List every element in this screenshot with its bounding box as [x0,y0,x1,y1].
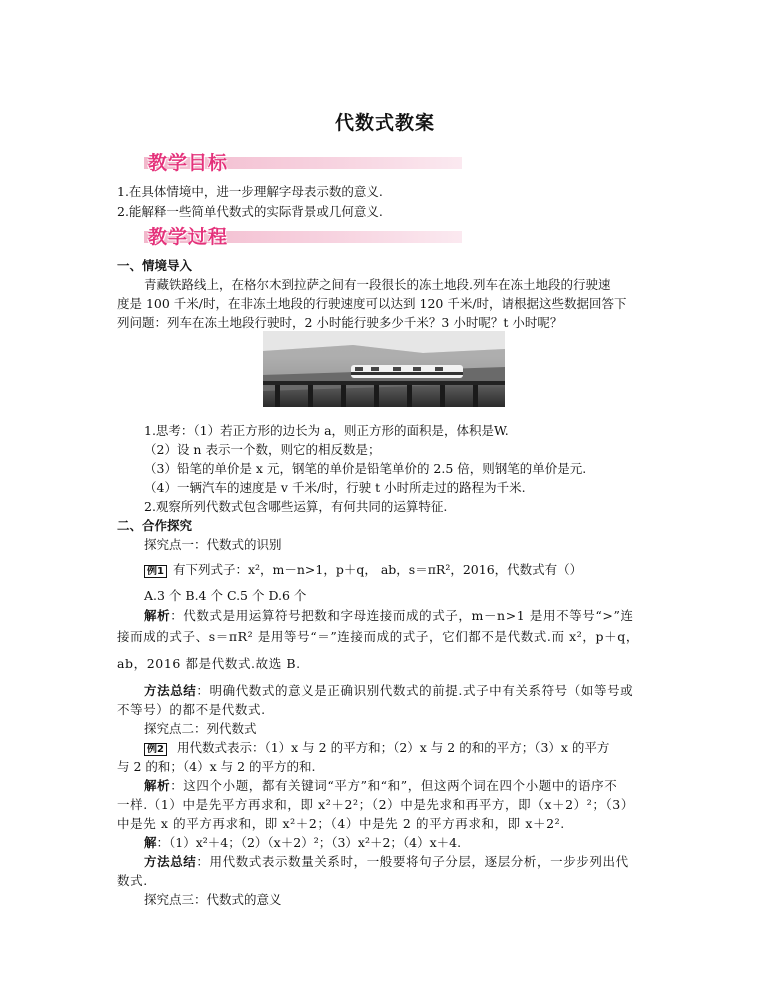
analysis-2-line-2: 一样.（1）中是先平方再求和，即 x²＋2²；（2）中是先求和再平方，即（x＋2）²；（3） [117,797,634,812]
section-banner-goals [144,148,462,176]
analysis-1-line-2: 接而成的式子、s＝πR² 是用等号“＝”连接而成的式子，它们都不是代数式.而 x²，p＋q， [117,629,639,644]
summary-text: ：用代数式表示数量关系时，一般要将句子分层，逐层分析，一步步列出代 [196,854,629,869]
section-heading-2: 二、合作探究 [117,518,193,533]
train-photo-graphic [263,331,505,407]
analysis-text: ：代数式是用运算符号把数和字母连接而成的式子，m－n>1 是用不等号“>”连 [170,608,634,623]
summary-1-line-2: 不等号）的都不是代数式. [117,702,266,717]
goal-1: 1.在具体情境中，进一步理解字母表示数的意义. [117,184,383,199]
summary-label: 方法总结 [144,683,197,698]
think-line-3: （3）铅笔的单价是 x 元，钢笔的单价是铅笔单价的 2.5 倍，则钢笔的单价是元. [144,461,587,476]
summary-1-line-1 [144,681,684,699]
intro-line-2: 度是 100 千米/时，在非冻土地段的行驶速度可以达到 120 千米/时，请根据这些数据回答下 [117,296,627,311]
section-banner-process [144,222,462,250]
example-1 [144,560,684,578]
analysis-text: ：这四个小题，都有关键词“平方”和“和”，但这两个词在四个小题中的语序不 [170,778,618,793]
think-line-2: （2）设 n 表示一个数，则它的相反数是； [144,442,381,457]
analysis-1-line-3: ab，2016 都是代数式.故选 B. [117,656,301,671]
example-tag: 例1 [144,565,167,578]
think-line-4: （4）一辆汽车的速度是 v 千米/时，行驶 t 小时所走过的路程为千米. [144,480,526,495]
observe-line: 2.观察所列代数式包含哪些运算，有何共同的运算特征. [144,499,448,514]
summary-2-line-2: 数式. [117,873,148,888]
analysis-2-line-3: 中是先 x 的平方再求和，即 x²＋2；（4）中是先 2 的平方再求和，即 x＋2². [117,816,565,831]
think-line-1: 1.思考：（1）若正方形的边长为 a，则正方形的面积是，体积是W. [144,423,509,438]
intro-line-1: 青藏铁路线上，在格尔木到拉萨之间有一段很长的冻土地段.列车在冻土地段的行驶速 [144,277,611,292]
example-2 [144,738,684,756]
banner-label: 教学过程 [148,226,229,248]
intro-line-3: 列问题：列车在冻土地段行驶时，2 小时能行驶多少千米？3 小时呢？t 小时呢？ [117,315,563,330]
goal-2: 2.能解释一些简单代数式的实际背景或几何意义. [117,204,383,219]
summary-2-line-1 [144,852,684,870]
example-tag: 例2 [144,743,167,756]
solution-text: ：（1）x²＋4；（2）（x＋2）²；（3）x²＋2；（4）x＋4. [156,835,462,850]
example-1-options: A.3 个 B.4 个 C.5 个 D.6 个 [144,588,307,603]
example-text: 用代数式表示：（1）x 与 2 的平方和；（2）x 与 2 的和的平方；（3）x 的平方 [172,740,610,755]
explore-point-3: 探究点三：代数式的意义 [144,892,282,907]
summary-label: 方法总结 [144,854,197,869]
banner-label: 教学目标 [148,152,229,174]
page-title: 代数式教案 [334,112,435,134]
explore-point-2: 探究点二：列代数式 [144,721,257,736]
section-heading-1: 一、情境导入 [117,258,193,273]
example-text: 有下列式子：x²，m－n>1，p＋q， ab，s＝πR²，2016，代数式有（） [172,562,583,577]
summary-text: ：明确代数式的意义是正确识别代数式的前提.式子中有关系符号（如等号或 [196,683,634,698]
analysis-2-line-1 [144,776,684,794]
solution-2 [144,833,684,851]
analysis-label: 解析 [144,778,171,793]
analysis-1-line-1 [144,606,684,624]
explore-point-1: 探究点一：代数式的识别 [144,537,282,552]
analysis-label: 解析 [144,608,171,623]
solution-label: 解 [144,835,157,850]
example-2-line-2: 与 2 的和；（4）x 与 2 的平方的和. [117,759,316,774]
train-photo [263,331,505,407]
